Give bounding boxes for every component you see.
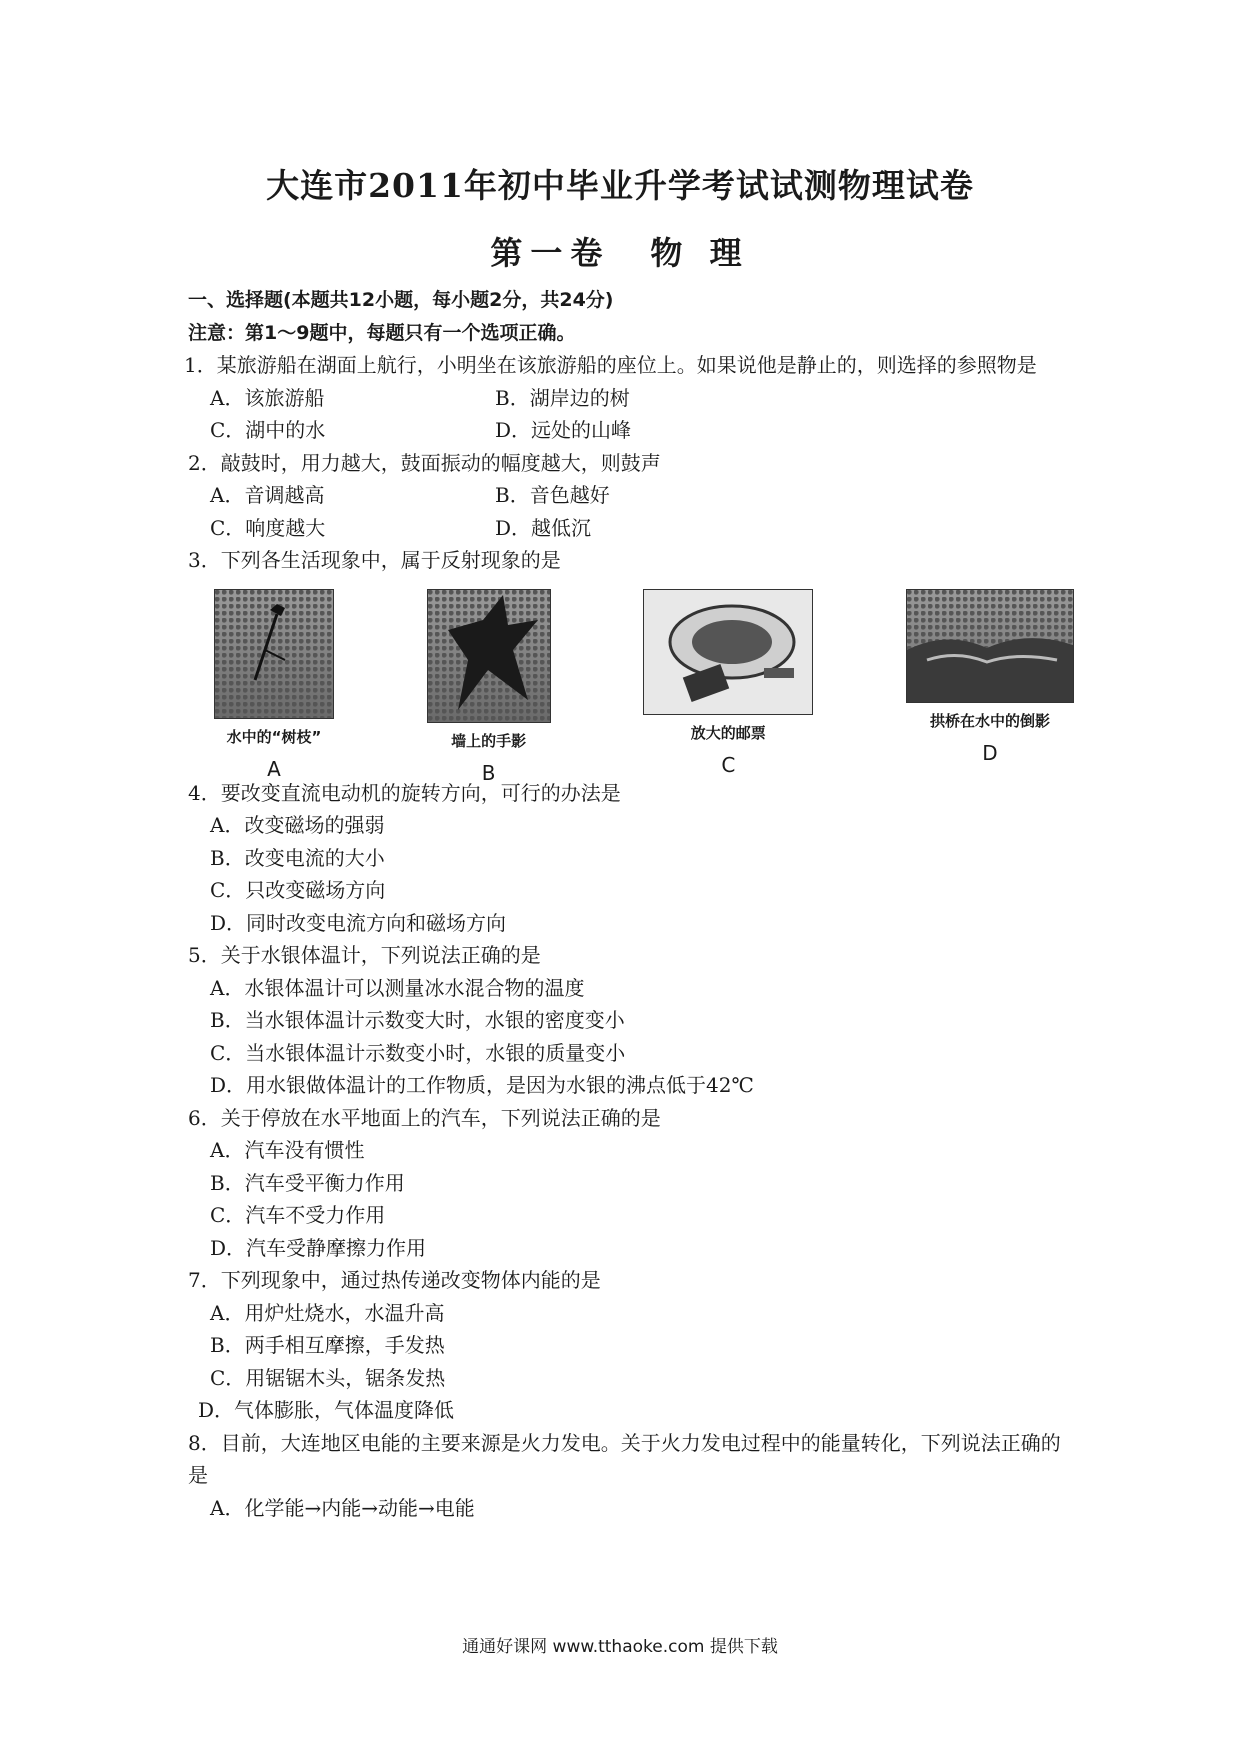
option: A．化学能→内能→动能→电能 [210,1495,475,1520]
figure-letter: C [721,752,736,777]
page-footer: 通通好课网 www.tthaoke.com 提供下载 [462,1637,778,1657]
question-8-options [210,1492,1068,1525]
option: C．汽车不受力作用 [210,1203,386,1227]
question-1-options [210,382,1068,447]
option: D．用水银做体温计的工作物质，是因为水银的沸点低于42℃ [210,1073,754,1097]
question-3-stem: 3．下列各生活现象中，属于反射现象的是 [188,548,561,572]
option: A．改变磁场的强弱 [210,813,385,837]
branch-in-water-photo [214,589,334,719]
hand-shadow-photo [427,589,551,723]
figure-c [643,589,813,785]
option: D．汽车受静摩擦力作用 [210,1235,427,1260]
option: B．汽车受平衡力作用 [210,1170,405,1195]
question-2-options [210,479,1068,544]
figure-caption: 拱桥在水中的倒影 [929,711,1050,730]
question-2-stem: 2．敲鼓时，用力越大，鼓面振动的幅度越大，则鼓声 [188,450,661,475]
option: D．远处的山峰 [495,418,632,442]
option: A．汽车没有惯性 [210,1138,365,1162]
option: C．湖中的水 [210,418,326,442]
figure-caption: 放大的邮票 [690,723,766,742]
question-1-stem: 1．某旅游船在湖面上航行，小明坐在该旅游船的座位上。如果说他是静止的，则选择的参照物是 [184,353,1037,377]
option: B．两手相互摩擦，手发热 [210,1333,445,1357]
question-7-options [198,1297,1068,1427]
exam-body [184,284,1068,1524]
question-6-options [210,1134,1068,1264]
option: C．用锯锯木头，锯条发热 [210,1365,446,1390]
figure-letter: B [481,760,496,785]
question-3-figures [214,589,1094,785]
option: C．当水银体温计示数变小时，水银的质量变小 [210,1040,626,1065]
figure-caption: 水中的“树枝” [226,727,322,746]
option: A．用炉灶烧水，水温升高 [210,1300,445,1325]
option: B．当水银体温计示数变大时，水银的密度变小 [210,1008,625,1032]
figure-d [906,589,1074,785]
option: B．湖岸边的树 [495,385,630,410]
magnified-stamp-photo [643,589,813,715]
figure-a [214,589,334,785]
option: D．越低沉 [495,515,592,540]
figure-letter: A [267,756,281,781]
option: A．水银体温计可以测量冰水混合物的温度 [210,975,585,1000]
option: A．该旅游船 [210,385,325,410]
question-8-stem: 8．目前，大连地区电能的主要来源是火力发电。关于火力发电过程中的能量转化，下列说法正确的是 [188,1430,1061,1487]
option: A．音调越高 [210,483,325,507]
figure-letter: D [982,740,998,765]
question-6-stem: 6．关于停放在水平地面上的汽车，下列说法正确的是 [188,1105,661,1130]
option: B．音色越好 [495,483,610,507]
bridge-reflection-photo [906,589,1074,703]
figure-caption: 墙上的手影 [451,731,527,750]
question-4-stem: 4．要改变直流电动机的旋转方向，可行的办法是 [188,780,621,805]
option: C．响度越大 [210,515,326,540]
figure-b [427,589,551,785]
option: B．改变电流的大小 [210,845,385,870]
question-4-options [210,809,1068,939]
question-5-options [210,972,1068,1102]
question-7-stem: 7．下列现象中，通过热传递改变物体内能的是 [188,1268,601,1292]
option: D．气体膨胀，气体温度降低 [198,1398,455,1422]
section-heading: 一、选择题(本题共12小题，每小题2分，共24分) [188,289,614,311]
page-title: 大连市2011年初中毕业升学考试试测物理试卷 [266,166,974,205]
question-5-stem: 5．关于水银体温计，下列说法正确的是 [188,943,541,967]
option: C．只改变磁场方向 [210,878,386,902]
page-subtitle: 第一卷 物 理 [490,234,750,272]
section-note: 注意：第1～9题中，每题只有一个选项正确。 [188,321,576,344]
option: D．同时改变电流方向和磁场方向 [210,910,507,935]
